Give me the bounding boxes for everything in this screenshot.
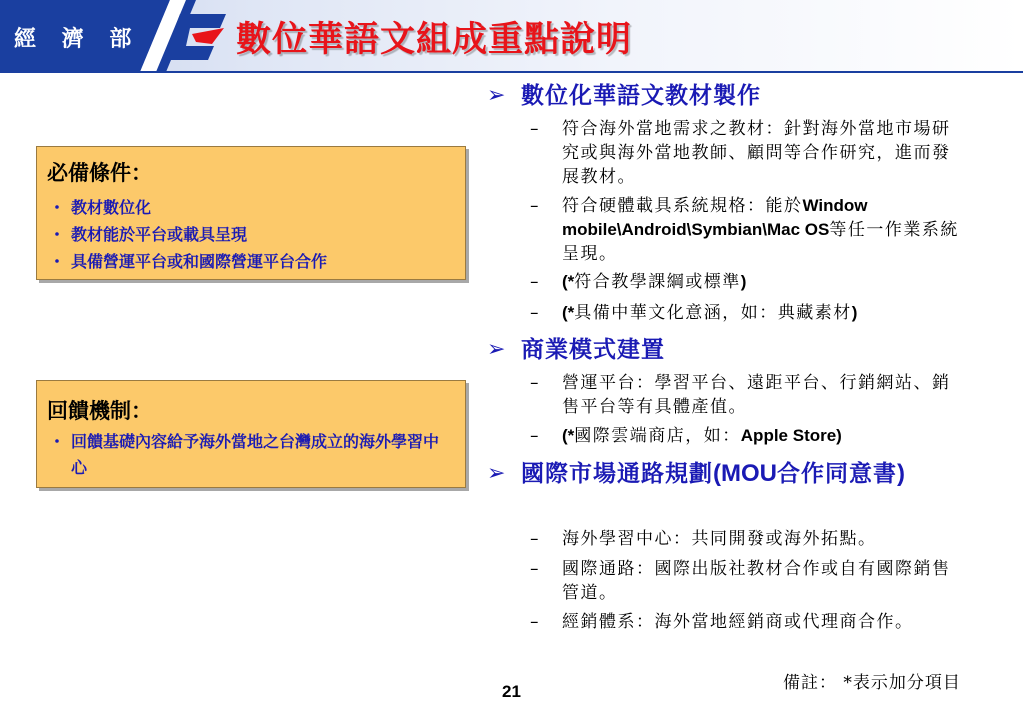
bullet-dot: ・ <box>49 252 66 271</box>
list-item: ・ 教材能於平台或載具呈現 <box>49 225 248 244</box>
footnote: 備註： *表示加分項目 <box>783 673 961 693</box>
arrow-bullet-icon: ➢ <box>487 461 506 486</box>
list-item: ・ 教材數位化 <box>49 198 152 217</box>
bullet-dot: ・ <box>49 198 66 217</box>
right-column: ➢ 數位化華語文教材製作 – 符合海外當地需求之教材：針對海外當地市場研究或與海外當地教師、顧問等合作研究，進而發展教材。 – 符合硬體載具系統規格：能於Window mobile\Android\Symbian\Mac OS等任一作業系統呈現。 – (*符合教學課綱或標準) – (*具備中華文化意涵，如：典藏素材) ➢ 商業模式建置 – 營運平台：學習平台、遠距平台、行銷網站、銷售平台等有具體產值。 – (*國際雲端商店，如：Apple Store) ➢ 國際市場通路規劃(MOU合作同意書) – 海外學習中心：共同開發或海外拓點。 – 國際通路：國際出版社教材合作或自有國際銷售管道。 – 經銷體系：海外當地經銷商或代理商合作。 <box>487 82 959 632</box>
dash-bullet: – <box>530 373 539 393</box>
dash-bullet: – <box>530 119 539 139</box>
dash-bullet: – <box>530 272 539 292</box>
dash-bullet: – <box>530 559 539 579</box>
page-title: 數位華語文組成重點說明 <box>236 19 633 60</box>
arrow-bullet-icon: ➢ <box>487 83 506 108</box>
list-item: ・ 具備營運平台或和國際營運平台合作 <box>49 252 328 271</box>
dash-bullet: – <box>530 196 539 216</box>
arrow-bullet-icon: ➢ <box>487 337 506 362</box>
page-number: 21 <box>502 682 521 701</box>
ministry-name: 經 濟 部 <box>14 27 141 52</box>
dash-bullet: – <box>530 426 539 446</box>
bullet-dot: ・ <box>49 225 66 244</box>
feedback-title: 回饋機制： <box>47 398 152 423</box>
dash-bullet: – <box>530 303 539 323</box>
requirements-title: 必備條件： <box>47 160 152 185</box>
dash-bullet: – <box>530 612 539 632</box>
bullet-dot: ・ <box>49 432 66 451</box>
list-item: ・ 回饋基礎內容給予海外當地之台灣成立的海外學習中心 <box>49 429 449 481</box>
dash-bullet: – <box>530 529 539 549</box>
